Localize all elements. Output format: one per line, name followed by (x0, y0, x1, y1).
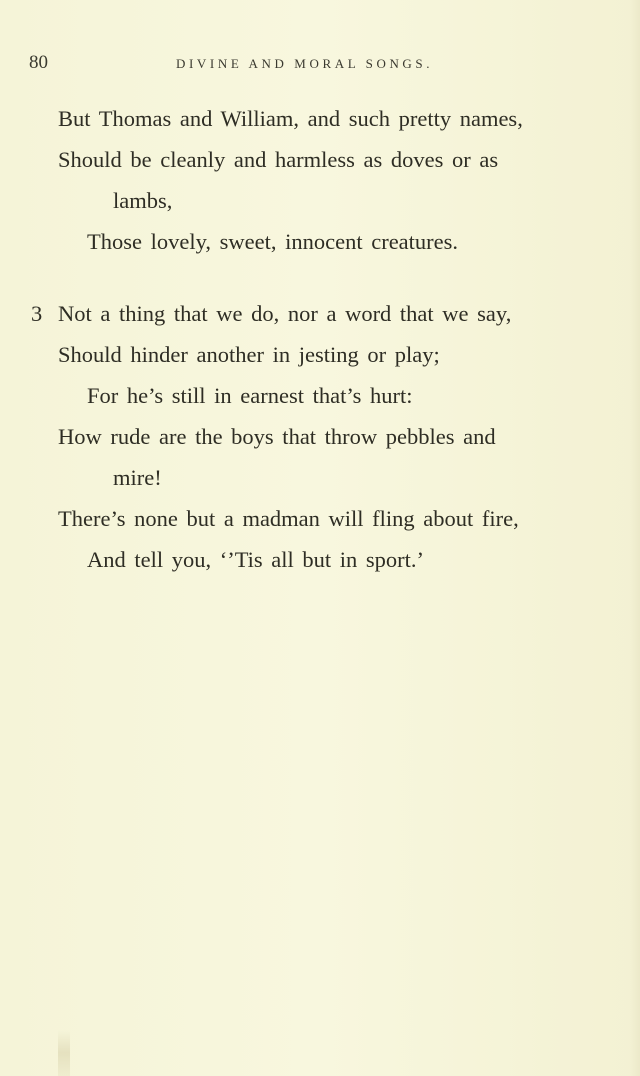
verse-line-indented: For he’s still in earnest that’s hurt: (87, 383, 413, 408)
verse-line: Should be cleanly and harmless as doves or as (58, 147, 499, 172)
verse-line-turnover: mire! (113, 465, 162, 490)
verse-line-indented: Those lovely, sweet, innocent creatures. (87, 229, 459, 254)
verse-line-turnover: lambs, (113, 188, 173, 213)
verse-line: Not a thing that we do, nor a word that we say, (58, 301, 512, 326)
page-number: 80 (29, 52, 48, 73)
paper-smudge (58, 1030, 70, 1076)
verse-line: How rude are the boys that throw pebbles and (58, 424, 496, 449)
stanza-number: 3 (31, 301, 43, 326)
verse-line: There’s none but a madman will fling about fire, (58, 506, 519, 531)
verse-line-indented: And tell you, ‘’Tis all but in sport.’ (87, 547, 425, 572)
running-title: DIVINE AND MORAL SONGS. (176, 56, 434, 71)
verse-line: Should hinder another in jesting or play; (58, 342, 440, 367)
verse-line: But Thomas and William, and such pretty names, (58, 106, 523, 131)
page-edge-shading (630, 0, 640, 1076)
